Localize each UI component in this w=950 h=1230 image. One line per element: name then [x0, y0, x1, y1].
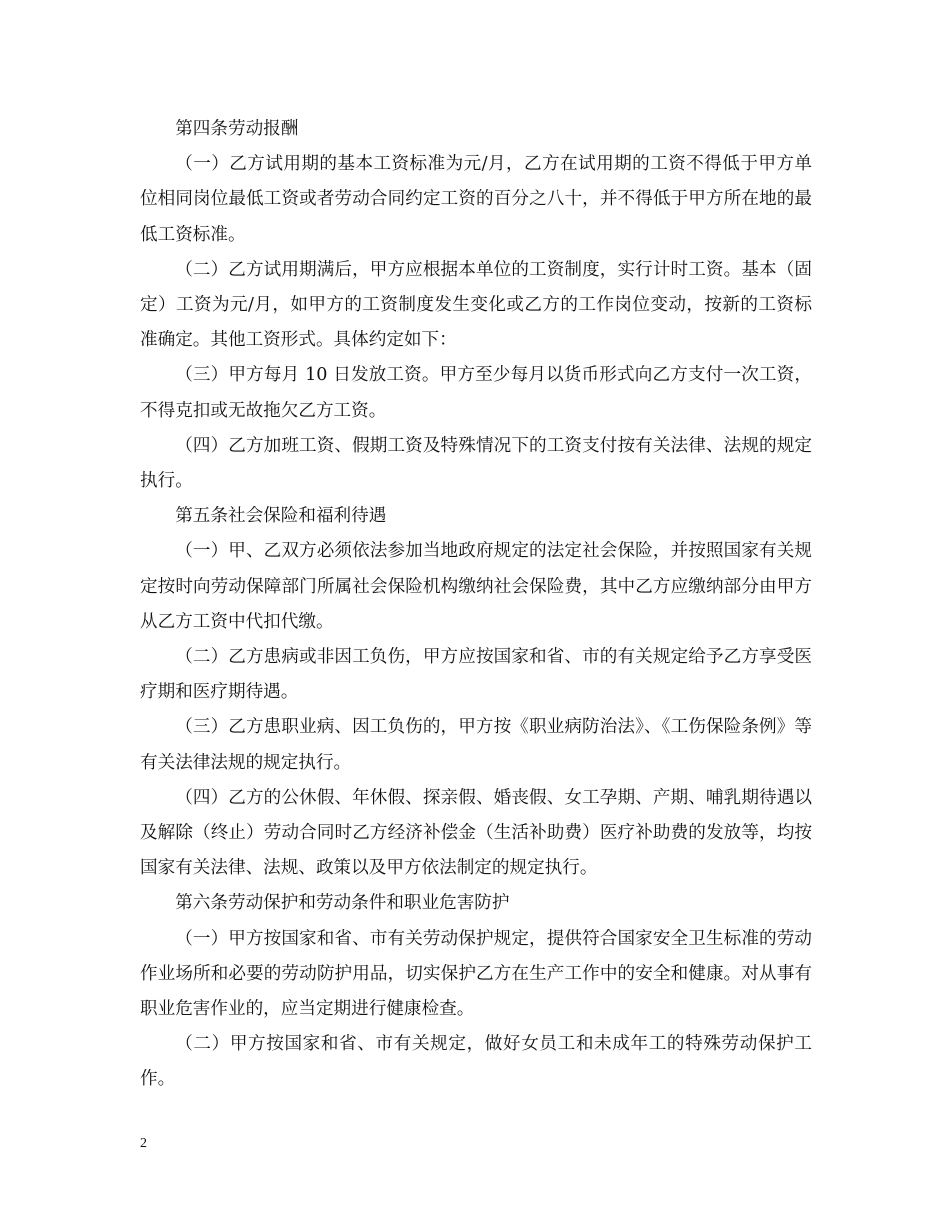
article-6-clause-2: （二）甲方按国家和省、市有关规定，做好女员工和未成年工的特殊劳动保护工作。	[140, 1034, 812, 1090]
article-6-heading: 第六条劳动保护和劳动条件和职业危害防护	[175, 893, 510, 914]
document-body	[140, 112, 812, 1098]
article-5-clause-4: （四）乙方的公休假、年休假、探亲假、婚丧假、女工孕期、产期、哺乳期待遇以及解除（终止）劳动合同时乙方经济补偿金（生活补助费）医疗补助费的发放等，均按国家有关法律、法规、政策以及甲方依法制定的规定执行。	[140, 787, 812, 879]
article-4-clause-4: （四）乙方加班工资、假期工资及特殊情况下的工资支付按有关法律、法规的规定执行。	[140, 435, 812, 492]
page-number: 2	[140, 1136, 147, 1151]
article-6-clause-1: （一）甲方按国家和省、市有关劳动保护规定，提供符合国家安全卫生标准的劳动作业场所和必要的劳动防护用品，切实保护乙方在生产工作中的安全和健康。对从事有职业危害作业的，应当定期进行健康检查。	[140, 928, 812, 1020]
article-5-clause-1: （一）甲、乙双方必须依法参加当地政府规定的法定社会保险，并按照国家有关规定按时向劳动保障部门所属社会保险机构缴纳社会保险费，其中乙方应缴纳部分由甲方从乙方工资中代扣代缴。	[140, 541, 812, 632]
article-4-clause-2: （二）乙方试用期满后，甲方应根据本单位的工资制度，实行计时工资。基本（固定）工资为元/月，如甲方的工资制度发生变化或乙方的工作岗位变动，按新的工资标准确定。其他工资形式。具体约定如下：	[140, 259, 812, 351]
article-4-clause-1: （一）乙方试用期的基本工资标准为元/月，乙方在试用期的工资不得低于甲方单位相同岗位最低工资或者劳动合同约定工资的百分之八十，并不得低于甲方所在地的最低工资标准。	[140, 154, 812, 245]
article-4-heading: 第四条劳动报酬	[175, 119, 299, 139]
article-5-heading: 第五条社会保险和福利待遇	[175, 506, 387, 527]
article-4-clause-3: （三）甲方每月 10 日发放工资。甲方至少每月以货币形式向乙方支付一次工资，不得克扣或无故拖欠乙方工资。	[140, 365, 812, 421]
article-5-clause-3: （三）乙方患职业病、因工负伤的，甲方按《职业病防治法》、《工伤保险条例》等有关法律法规的规定执行。	[140, 717, 812, 773]
article-5-clause-2: （二）乙方患病或非因工负伤，甲方应按国家和省、市的有关规定给予乙方享受医疗期和医疗期待遇。	[140, 647, 812, 703]
